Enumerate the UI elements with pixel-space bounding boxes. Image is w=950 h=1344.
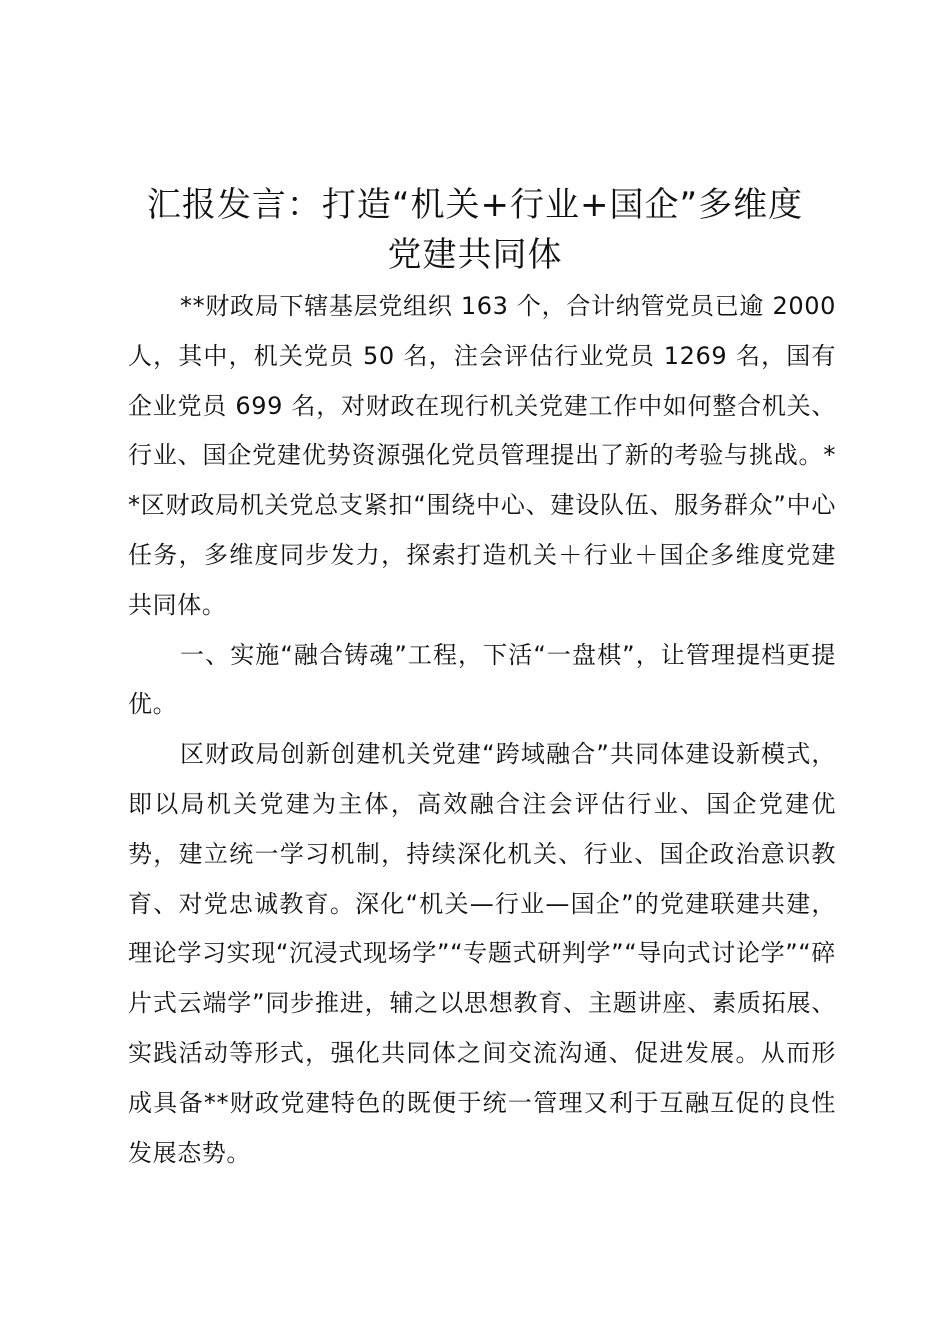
paragraph-intro: **财政局下辖基层党组织 163 个，合计纳管党员已逾 2000 人，其中，机关党员 50 名，注会评估行业党员 1269 名，国有企业党员 699 名，对财政在现行机关党建工作中如何整合机关、行业、国企党建优势资源强化党员管理提出了新的考验与挑战。**区财政局机关党总支紧扣“围绕中心、建设队伍、服务群众”中心任务，多维度同步发力，探索打造机关＋行业＋国企多维度党建共同体。 <box>128 292 836 619</box>
paragraph-section-1: 区财政局创新创建机关党建“跨域融合”共同体建设新模式，即以局机关党建为主体，高效融合注会评估行业、国企党建优势，建立统一学习机制，持续深化机关、行业、国企政治意识教育、对党忠诚教育。深化“机关—行业—国企”的党建联建共建，理论学习实现“沉浸式现场学”“专题式研判学”“导向式讨论学”“碎片式云端学”同步推进，辅之以思想教育、主题讲座、素质拓展、实践活动等形式，强化共同体之间交流沟通、促进发展。从而形成具备**财政党建特色的既便于统一管理又利于互融互促的良性发展态势。 <box>128 740 836 1167</box>
section-heading-1: 一、实施“融合铸魂”工程，下活“一盘棋”，让管理提档更提优。 <box>128 640 836 719</box>
document-body <box>128 282 836 1178</box>
title-line-1: 汇报发言：打造“机关+行业+国企”多维度 <box>146 185 804 225</box>
title-line-2: 党建共同体 <box>387 235 563 275</box>
document-title <box>100 180 850 280</box>
